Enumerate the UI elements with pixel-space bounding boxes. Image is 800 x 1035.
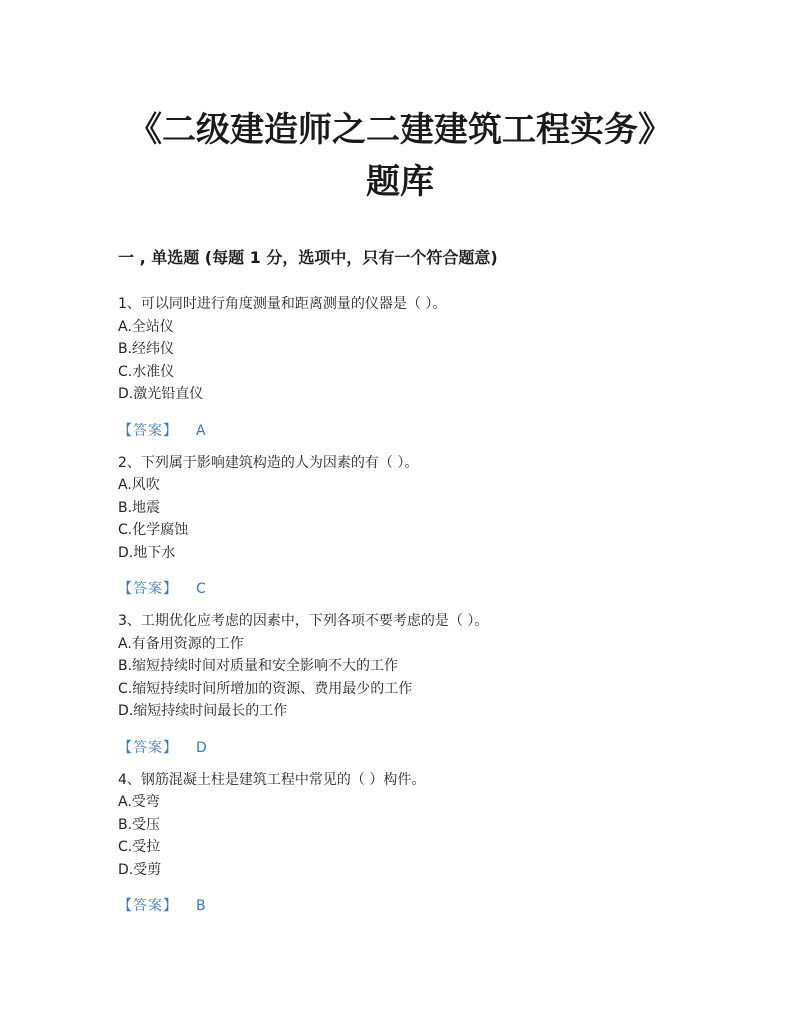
question-2	[118, 452, 718, 601]
option-d: D.受剪	[118, 861, 162, 878]
answer-label: 【答案】	[118, 422, 178, 439]
answer-value: B	[196, 898, 206, 914]
question-stem: 4、钢筋混凝土柱是建筑工程中常见的（ ）构件。	[118, 771, 426, 788]
question-4	[118, 769, 718, 918]
answer-value: D	[196, 739, 207, 756]
option-a: A.风吹	[118, 477, 160, 493]
option-a: A.受弯	[118, 794, 160, 810]
option-d: D.激光铅直仪	[118, 386, 204, 402]
option-c: C.水准仪	[118, 363, 175, 380]
option-b: B.缩短持续时间对质量和安全影响不大的工作	[118, 658, 399, 674]
section-heading: 一 , 单选题 (每题 1 分，选项中，只有一个符合题意)	[118, 248, 498, 267]
option-b: B.受压	[118, 816, 161, 833]
question-stem: 2、下列属于影响建筑构造的人为因素的有（ ）。	[118, 454, 419, 471]
option-c: C.化学腐蚀	[118, 522, 189, 538]
answer-label: 【答案】	[118, 898, 178, 914]
option-b: B.地震	[118, 499, 161, 516]
answer-line	[118, 420, 718, 442]
option-c: C.受拉	[118, 839, 161, 855]
answer-line	[118, 578, 718, 600]
question-1	[118, 293, 718, 442]
option-d: D.地下水	[118, 544, 176, 561]
document-title-line1: 《二级建造师之二建建筑工程实务》	[128, 110, 672, 150]
question-stem: 3、工期优化应考虑的因素中，下列各项不要考虑的是（ ）。	[118, 613, 489, 629]
document-title-line2: 题库	[366, 162, 434, 202]
answer-value: A	[196, 422, 206, 439]
option-b: B.经纬仪	[118, 341, 175, 357]
option-c: C.缩短持续时间所增加的资源、费用最少的工作	[118, 680, 413, 697]
question-3	[118, 610, 718, 759]
answer-label: 【答案】	[118, 739, 178, 756]
option-a: A.全站仪	[118, 318, 174, 335]
answer-label: 【答案】	[118, 581, 178, 597]
option-d: D.缩短持续时间最长的工作	[118, 703, 288, 719]
option-a: A.有备用资源的工作	[118, 635, 244, 652]
question-stem: 1、可以同时进行角度测量和距离测量的仪器是（ ）。	[118, 296, 447, 312]
answer-line	[118, 737, 718, 759]
answer-value: C	[196, 581, 206, 597]
answer-line	[118, 895, 718, 917]
question-list	[118, 293, 718, 927]
